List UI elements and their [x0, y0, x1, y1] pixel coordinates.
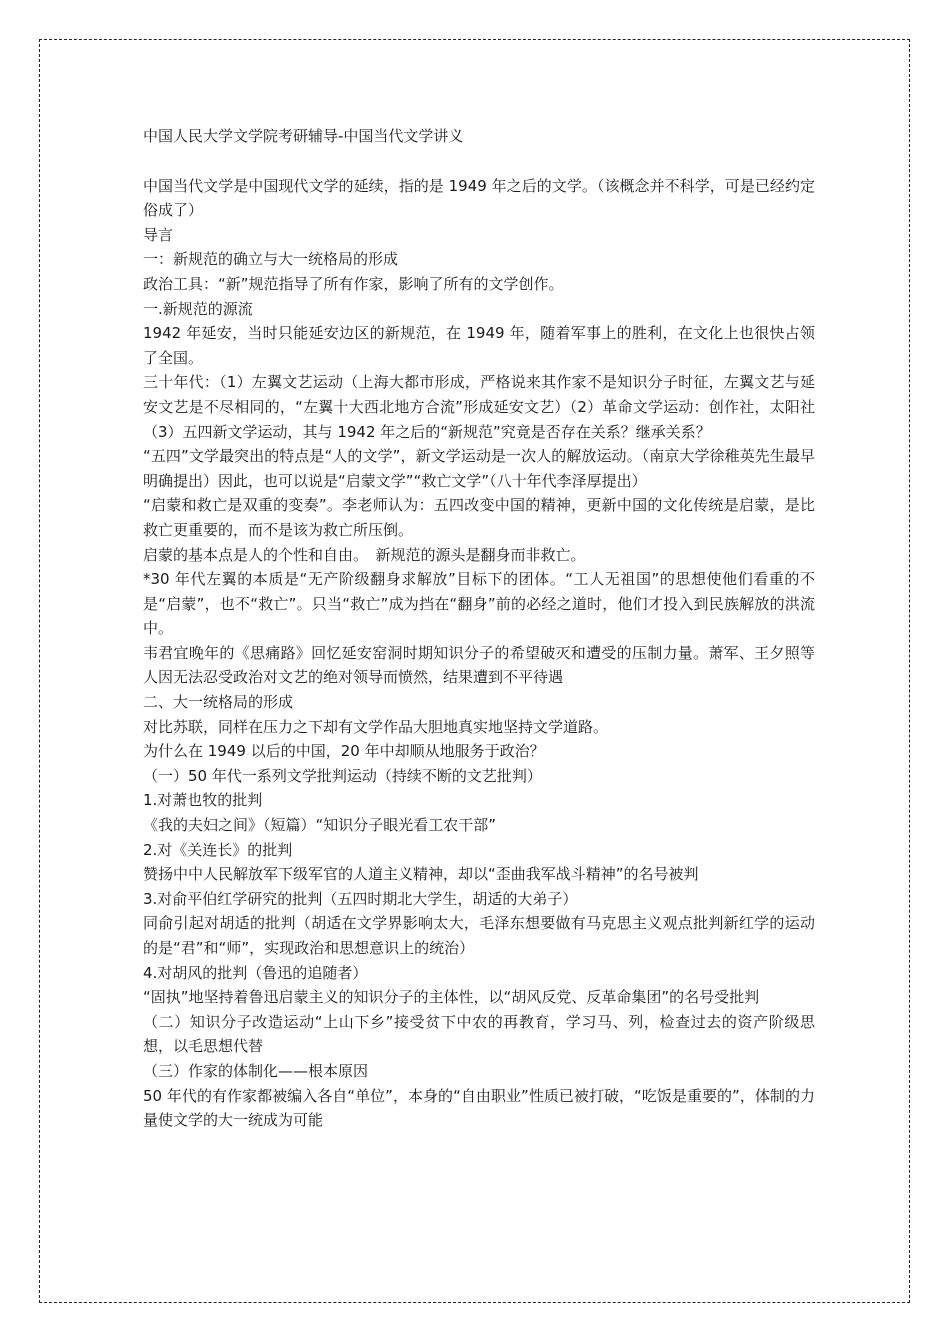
paragraph: *30 年代左翼的本质是“无产阶级翻身求解放”目标下的团体。“工人无祖国”的思想使他们看重的不是“启蒙”，也不“救亡”。只当“救亡”成为挡在“翻身”前的必经之道时，他们才投入到民族解放的洪流中。: [143, 570, 815, 638]
list-item-heading: 4.对胡风的批判（鲁迅的追随者）: [143, 963, 368, 982]
list-item-heading: 1.对萧也牧的批判: [143, 791, 263, 810]
paragraph: 50 年代的有作家都被编入各自“单位”，本身的“自由职业”性质已被打破，“吃饭是重要的”，体制的力量使文学的大一统成为可能: [143, 1086, 815, 1130]
paragraph: 赞扬中中人民解放军下级军官的人道主义精神，却以“歪曲我军战斗精神”的名号被判: [143, 865, 699, 884]
paragraph: “固执”地坚持着鲁迅启蒙主义的知识分子的主体性，以“胡风反党、反革命集团”的名号受批判: [143, 988, 760, 1007]
section-heading: 二、大一统格局的形成: [143, 693, 294, 712]
paragraph: 政治工具：“新”规范指导了所有作家，影响了所有的文学创作。: [143, 274, 564, 293]
list-item-heading: 2.对《关连长》的批判: [143, 840, 293, 859]
paragraph: 为什么在 1949 以后的中国，20 年中却顺从地服务于政治？: [143, 742, 545, 761]
subsection-heading: （二）知识分子改造运动“上山下乡”接受贫下中农的再教育，学习马、列，检查过去的资产阶级思想，以毛思想代替: [143, 1012, 815, 1056]
document-title: 中国人民大学文学院考研辅导-中国当代文学讲义: [143, 127, 464, 145]
paragraph: “启蒙和救亡是双重的变奏”。李老师认为：五四改变中国的精神，更新中国的文化传统是启蒙，是比救亡更重要的，而不是该为救亡所压倒。: [143, 496, 815, 539]
paragraph: 1942 年延安，当时只能延安边区的新规范，在 1949 年，随着军事上的胜利，在文化上也很快占领了全国。: [143, 324, 815, 367]
subsection-heading: （一）50 年代一系列文学批判运动（持续不断的文艺批判）: [143, 766, 542, 785]
subsection-heading: （三）作家的体制化——根本原因: [143, 1061, 369, 1080]
paragraph-list: [143, 174, 815, 1133]
paragraph: 对比苏联，同样在压力之下却有文学作品大胆地真实地坚持文学道路。: [143, 717, 609, 736]
section-heading: 一.新规范的源流: [143, 299, 253, 318]
document-body: [143, 124, 815, 1133]
paragraph: 同俞引起对胡适的批判（胡适在文学界影响太大，毛泽东想要做有马克思主义观点批判新红学的运动的是“君”和“师”，实现政治和思想意识上的统治）: [143, 914, 815, 957]
section-heading: 导言: [143, 225, 174, 244]
paragraph: 《我的夫妇之间》（短篇）“知识分子眼光看工农干部”: [143, 816, 497, 835]
section-heading: 一：新规范的确立与大一统格局的形成: [143, 250, 399, 269]
paragraph: 启蒙的基本点是人的个性和自由。 新规范的源头是翻身而非救亡。: [143, 545, 586, 564]
paragraph: 韦君宜晚年的《思痛路》回忆延安窑洞时期知识分子的希望破灭和遭受的压制力量。萧军、王夕照等人因无法忍受政治对文艺的绝对领导而愤然，结果遭到不平待遇: [143, 643, 815, 687]
paragraph: 中国当代文学是中国现代文学的延续，指的是 1949 年之后的文学。（该概念并不科学，可是已经约定俗成了）: [143, 176, 815, 220]
paragraph: 三十年代：（1）左翼文艺运动（上海大都市形成，严格说来其作家不是知识分子时征，左翼文艺与延安文艺是不尽相同的，“左翼十大西北地方合流”形成延安文艺）（2）革命文学运动：创作社，太阳社（3）五四新文学运动，其与 1942 年之后的“新规范”究竟是否存在关系？继承关系？: [143, 373, 815, 441]
list-item-heading: 3.对俞平伯红学研究的批判（五四时期北大学生，胡适的大弟子）: [143, 889, 578, 908]
paragraph: “五四”文学最突出的特点是“人的文学”，新文学运动是一次人的解放运动。（南京大学徐稚英先生最早明确提出）因此，也可以说是“启蒙文学”“救亡文学”（八十年代李泽厚提出）: [143, 447, 815, 490]
